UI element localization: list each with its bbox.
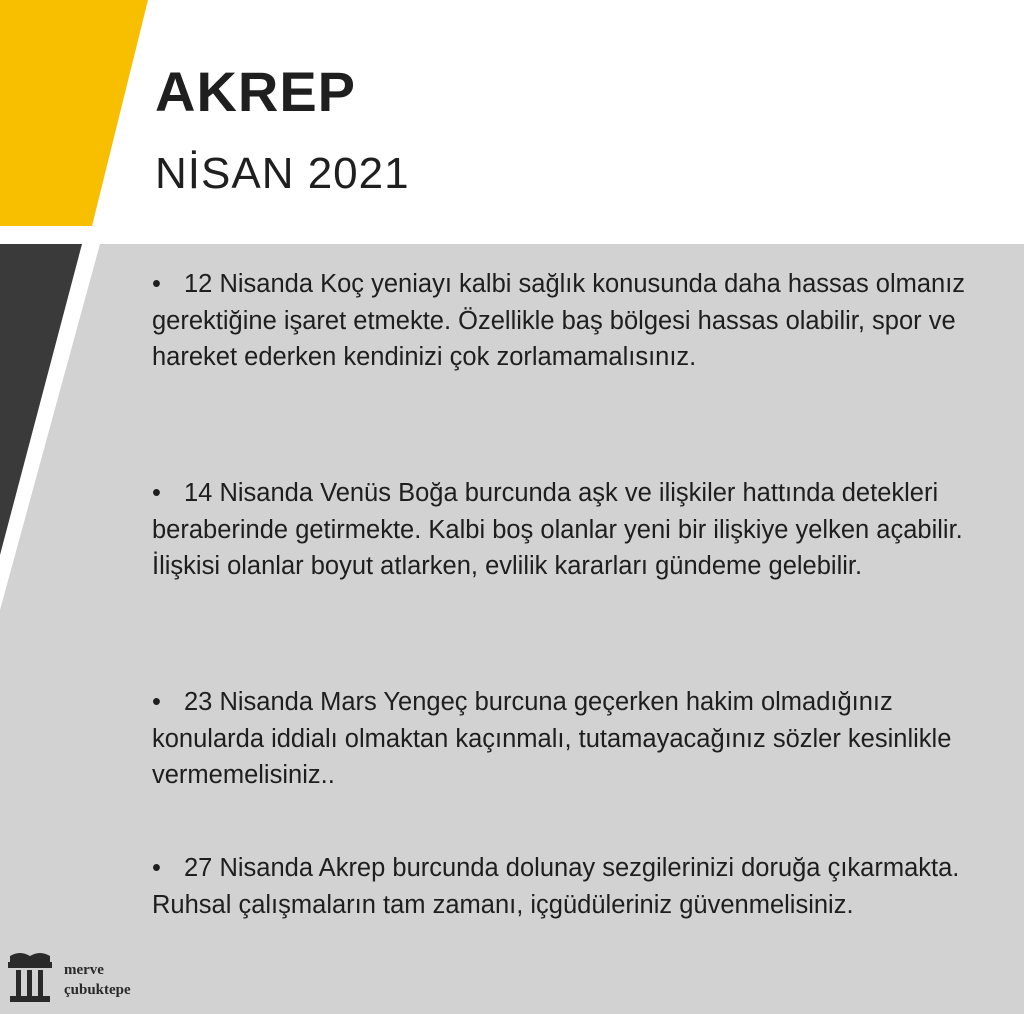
- logo-text: [64, 960, 131, 1000]
- logo-line-2: çubuktepe: [64, 982, 131, 998]
- list-item: [152, 266, 972, 376]
- list-item-text: 27 Nisanda Akrep burcunda dolunay sezgilerinizi doruğa çıkarmakta. Ruhsal çalışmaların tam zamanı, içgüdüleriniz güvenmelisiniz.: [152, 854, 960, 919]
- bullet-icon: •: [152, 688, 161, 716]
- list-item: [152, 475, 972, 585]
- bullet-icon: •: [152, 479, 161, 507]
- yellow-accent-shape: [0, 0, 148, 226]
- list-item: [152, 684, 972, 794]
- list-item-text: 14 Nisanda Venüs Boğa burcunda aşk ve ilişkiler hattında detekleri beraberinde getirmekte. Kalbi boş olanlar yeni bir ilişkiye yelken açabilir. İlişkisi olanlar boyut atlarken, evlilik kararları gündeme gelebilir.: [152, 479, 963, 580]
- bullet-icon: •: [152, 270, 161, 298]
- list-item: [152, 850, 972, 923]
- bullet-icon: •: [152, 854, 161, 882]
- logo-line-1: merve: [64, 962, 104, 978]
- page-subtitle: NİSAN 2021: [155, 149, 410, 198]
- list-item-text: 12 Nisanda Koç yeniayı kalbi sağlık konusunda daha hassas olmanız gerektiğine işaret etmekte. Özellikle baş bölgesi hassas olabilir, spor ve hareket ederken kendinizi çok zorlamamalısınız.: [152, 270, 966, 371]
- list-item-text: 23 Nisanda Mars Yengeç burcuna geçerken hakim olmadığınız konularda iddialı olmaktan kaçınmalı, tutamayacağınız sözler kesinlikle vermemelisiniz..: [152, 688, 952, 789]
- page-title: AKREP: [155, 60, 357, 123]
